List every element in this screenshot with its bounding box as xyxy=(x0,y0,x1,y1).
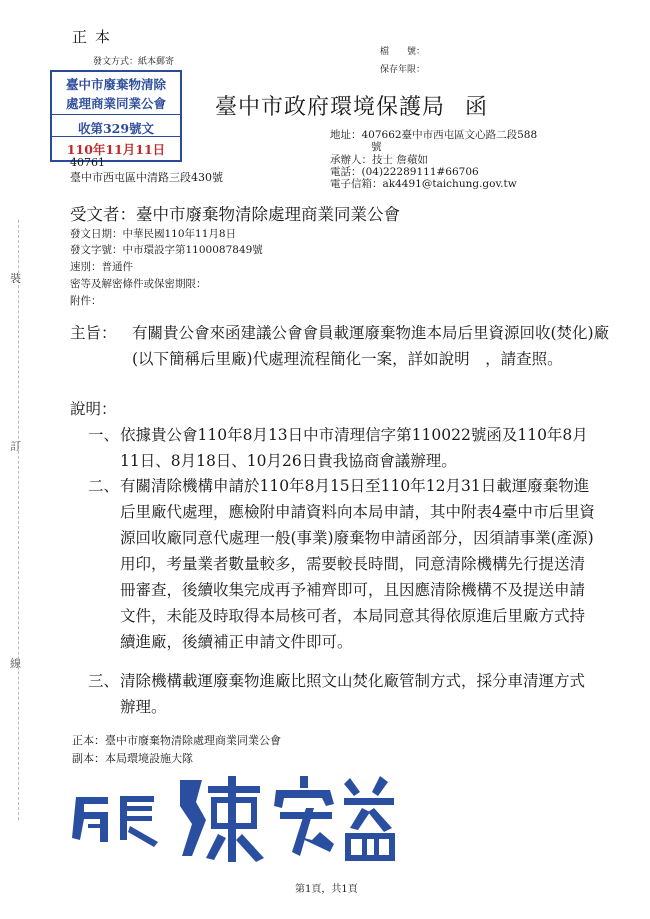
item-text: 有關清除機構申請於110年8月15日至110年12月31日載運廢棄物進后里廠代處理，應檢附申請資料向本局申請，其中附表4臺中市后里資源回收廠同意代處理一般(事業)廢棄物申請函部分，因須請事業(產源)用印，考量業者數量較多，需要較長時間，同意清除機構先行提送清冊審查，後續收集完成再予補齊即可，且因應清除機構不及提送申請文件，未能及時取得本局核可者，本局同意其得依原進后里廠方式持續進廠，後續補正申請文件即可。 xyxy=(120,477,595,651)
issue-number: 發文字號：中市環設字第1100087849號 xyxy=(70,244,263,256)
issue-date: 發文日期：中華民國110年11月8日 xyxy=(70,228,237,240)
cc-copy: 副本：本局環境設施大隊 xyxy=(72,752,193,765)
stamp-line-2: 處理商業同業公會 xyxy=(65,96,166,111)
secrecy-level: 密等及解密條件或保密期限： xyxy=(70,278,207,290)
send-method: 發文方式：紙本郵寄 xyxy=(93,57,175,67)
item-text: 依據貴公會110年8月13日中市清理信字第110022號函及110年8月11日、8月18日、10月26日貴我協商會議辦理。 xyxy=(120,426,588,470)
contact-handler: 承辦人：技士 詹蘋如 xyxy=(330,154,428,166)
stamp-line-1: 臺中市廢棄物清除 xyxy=(65,77,166,92)
binding-ding: 訂 xyxy=(10,440,21,453)
delivery-speed: 速別：普通件 xyxy=(70,261,133,273)
subject-text: 有關貴公會來函建議公會會員載運廢棄物進本局后里資源回收(焚化)廠(以下簡稱后里廠)代處理流程簡化一案，詳如說明 ，請查照。 xyxy=(132,324,610,368)
director-signature xyxy=(68,772,398,862)
item-text: 清除機構載運廢棄物進廠比照文山焚化廠管制方式，採分車清運方式辦理。 xyxy=(120,672,586,716)
attachment: 附件： xyxy=(70,295,102,307)
agency-title xyxy=(215,90,488,121)
recipient-address: 臺中市西屯區中清路三段430號 xyxy=(70,171,223,184)
agency-name: 臺中市政府環境保護局 xyxy=(215,95,446,120)
recipient-zipcode: 40761 xyxy=(70,156,105,169)
contact-address-cont: 號 xyxy=(371,141,382,153)
page-footer: 第1頁，共1頁 xyxy=(295,884,358,895)
item-number: 一、 xyxy=(88,426,120,444)
explanation-label: 說明： xyxy=(70,400,117,418)
file-number: 檔 號： xyxy=(380,47,426,57)
stamp-received-date: 110年11月11日 xyxy=(66,142,166,157)
retention-period: 保存年限： xyxy=(380,65,426,75)
subject-label: 主旨： xyxy=(70,324,117,342)
copy-label: 正本 xyxy=(72,28,119,46)
stamp-received-no: 收第329號文 xyxy=(77,121,155,136)
binding-zhuang: 裝 xyxy=(10,272,21,285)
contact-phone: 電話：(04)22289111#66706 xyxy=(330,166,479,178)
cc-main: 正本：臺中市廢棄物清除處理商業同業公會 xyxy=(72,734,281,747)
recipient: 受文者：臺中市廢棄物清除處理商業同業公會 xyxy=(70,205,400,224)
binding-line xyxy=(18,220,19,820)
contact-email[interactable]: 電子信箱：ak4491@taichung.gov.tw xyxy=(330,178,517,190)
binding-xian: 線 xyxy=(10,657,21,670)
received-stamp xyxy=(50,70,182,162)
item-number: 二、 xyxy=(88,477,120,495)
contact-address: 地址：407662臺中市西屯區文心路二段588 xyxy=(330,129,538,141)
item-number: 三、 xyxy=(88,672,120,690)
doc-type: 函 xyxy=(465,95,489,120)
